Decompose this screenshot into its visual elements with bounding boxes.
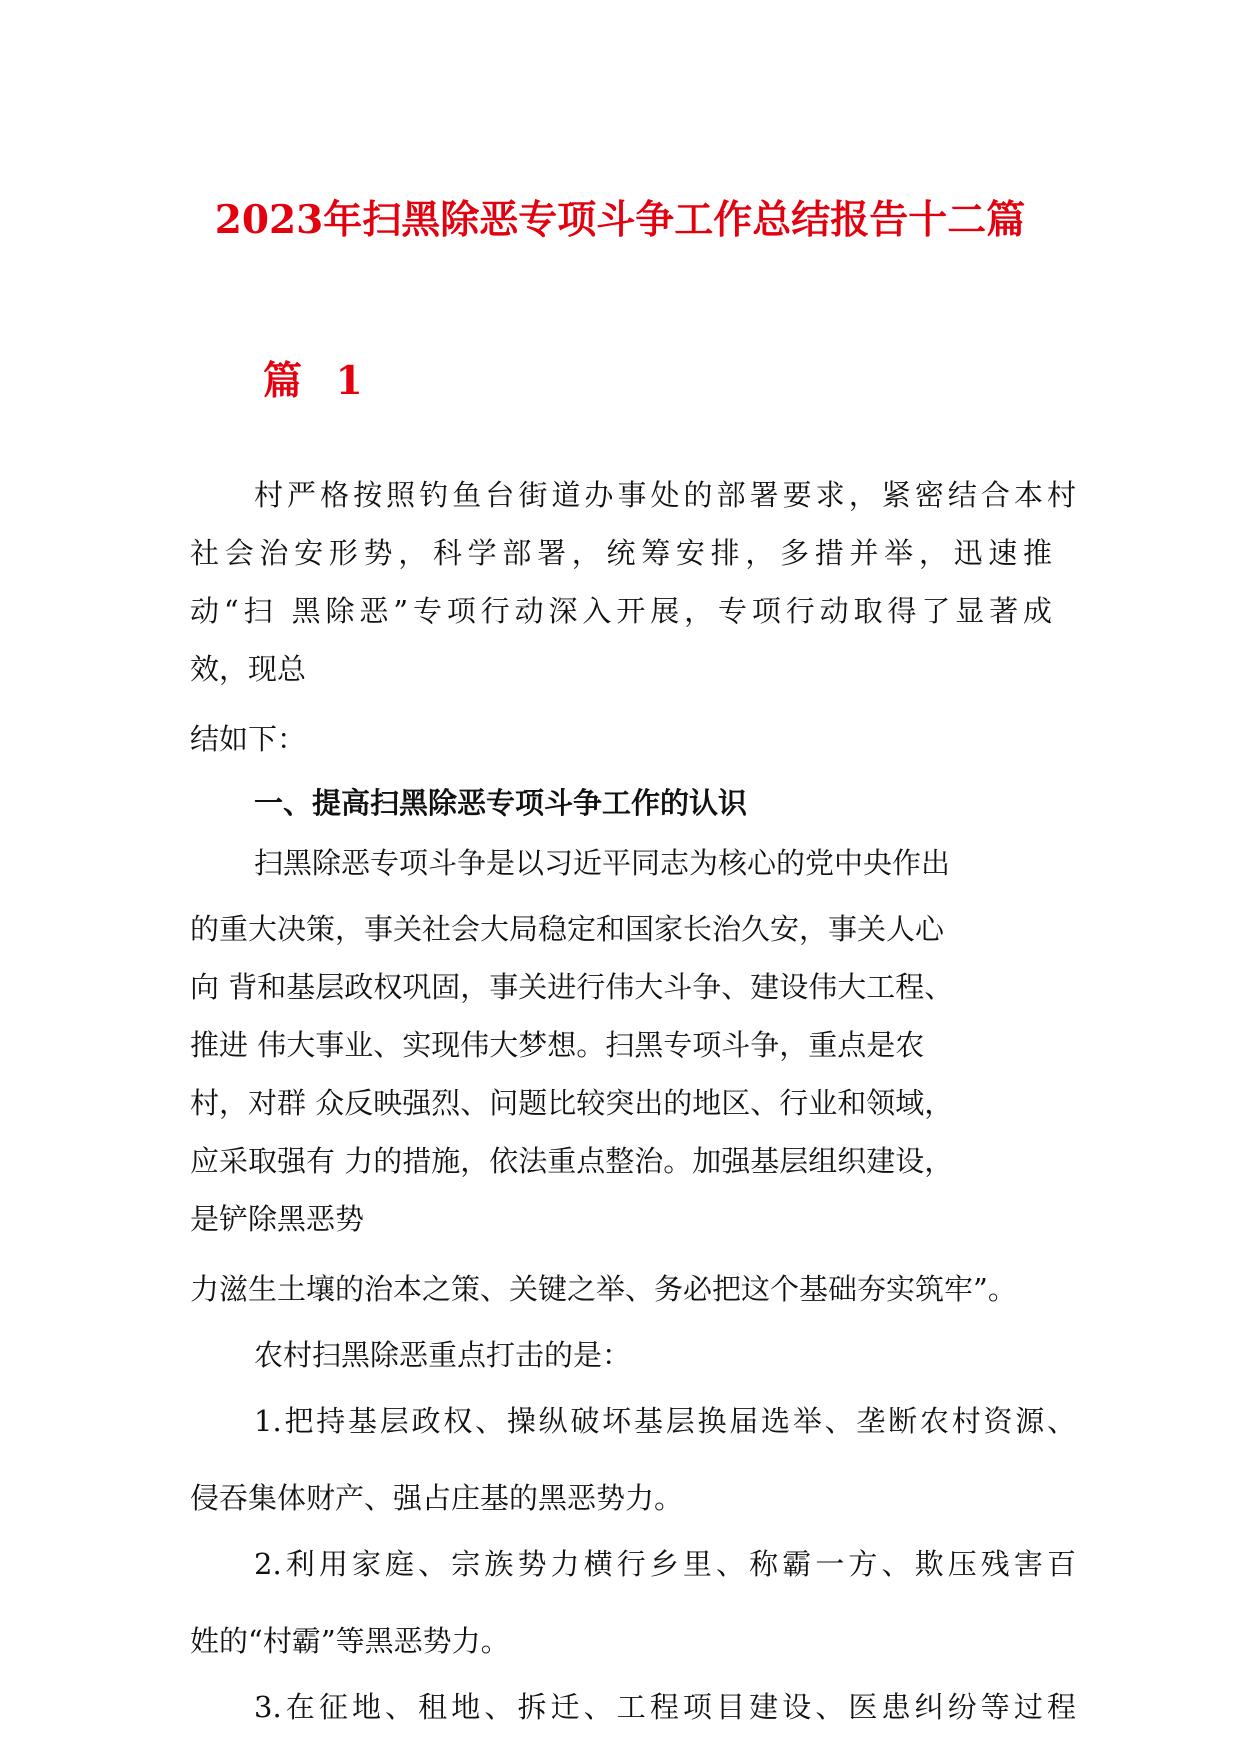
list-item-line: 姓的“村霸”等黑恶势力。: [190, 1624, 510, 1658]
part-heading: 篇 1: [263, 358, 373, 404]
body-line: 推进 伟大事业、实现伟大梦想。扫黑专项斗争，重点是农: [190, 1028, 925, 1062]
document-title: 2023年扫黑除恶专项斗争工作总结报告十二篇: [214, 197, 1026, 243]
focus-intro: 农村扫黑除恶重点打击的是：: [254, 1338, 632, 1372]
list-item-line: 侵吞集体财产、强占庄基的黑恶势力。: [190, 1481, 684, 1515]
body-line: 是铲除黑恶势: [190, 1202, 365, 1236]
list-item-line: 1.把持基层政权、操纵破坏基层换届选举、垄断农村资源、: [254, 1404, 1076, 1438]
body-line: 的重大决策，事关社会大局稳定和国家长治久安，事关人心: [190, 912, 945, 946]
intro-line: 村严格按照钓鱼台街道办事处的部署要求，紧密结合本村: [254, 478, 1076, 512]
intro-line: 社会治安形势，科学部署，统筹安排，多措并举，迅速推: [190, 536, 1052, 570]
list-item-line: 3.在征地、租地、拆迁、工程项目建设、医患纠纷等过程: [254, 1690, 1076, 1724]
intro-line: 动“扫 黑除恶”专项行动深入开展，专项行动取得了显著成: [190, 594, 1052, 628]
body-line: 扫黑除恶专项斗争是以习近平同志为核心的党中央作出: [254, 846, 951, 880]
body-line: 应采取强有 力的措施，依法重点整治。加强基层组织建设，: [190, 1144, 954, 1178]
intro-line: 结如下：: [190, 722, 307, 756]
body-line: 向 背和基层政权巩固，事关进行伟大斗争、建设伟大工程、: [190, 970, 954, 1004]
body-line: 力滋生土壤的治本之策、关键之举、务必把这个基础夯实筑牢”。: [190, 1272, 1017, 1306]
body-line: 村，对群 众反映强烈、问题比较突出的地区、行业和领域，: [190, 1086, 954, 1120]
list-item-line: 2.利用家庭、宗族势力横行乡里、称霸一方、欺压残害百: [254, 1547, 1076, 1581]
intro-line: 效，现总: [190, 652, 307, 686]
section-heading: 一、提高扫黑除恶专项斗争工作的认识: [254, 786, 748, 820]
